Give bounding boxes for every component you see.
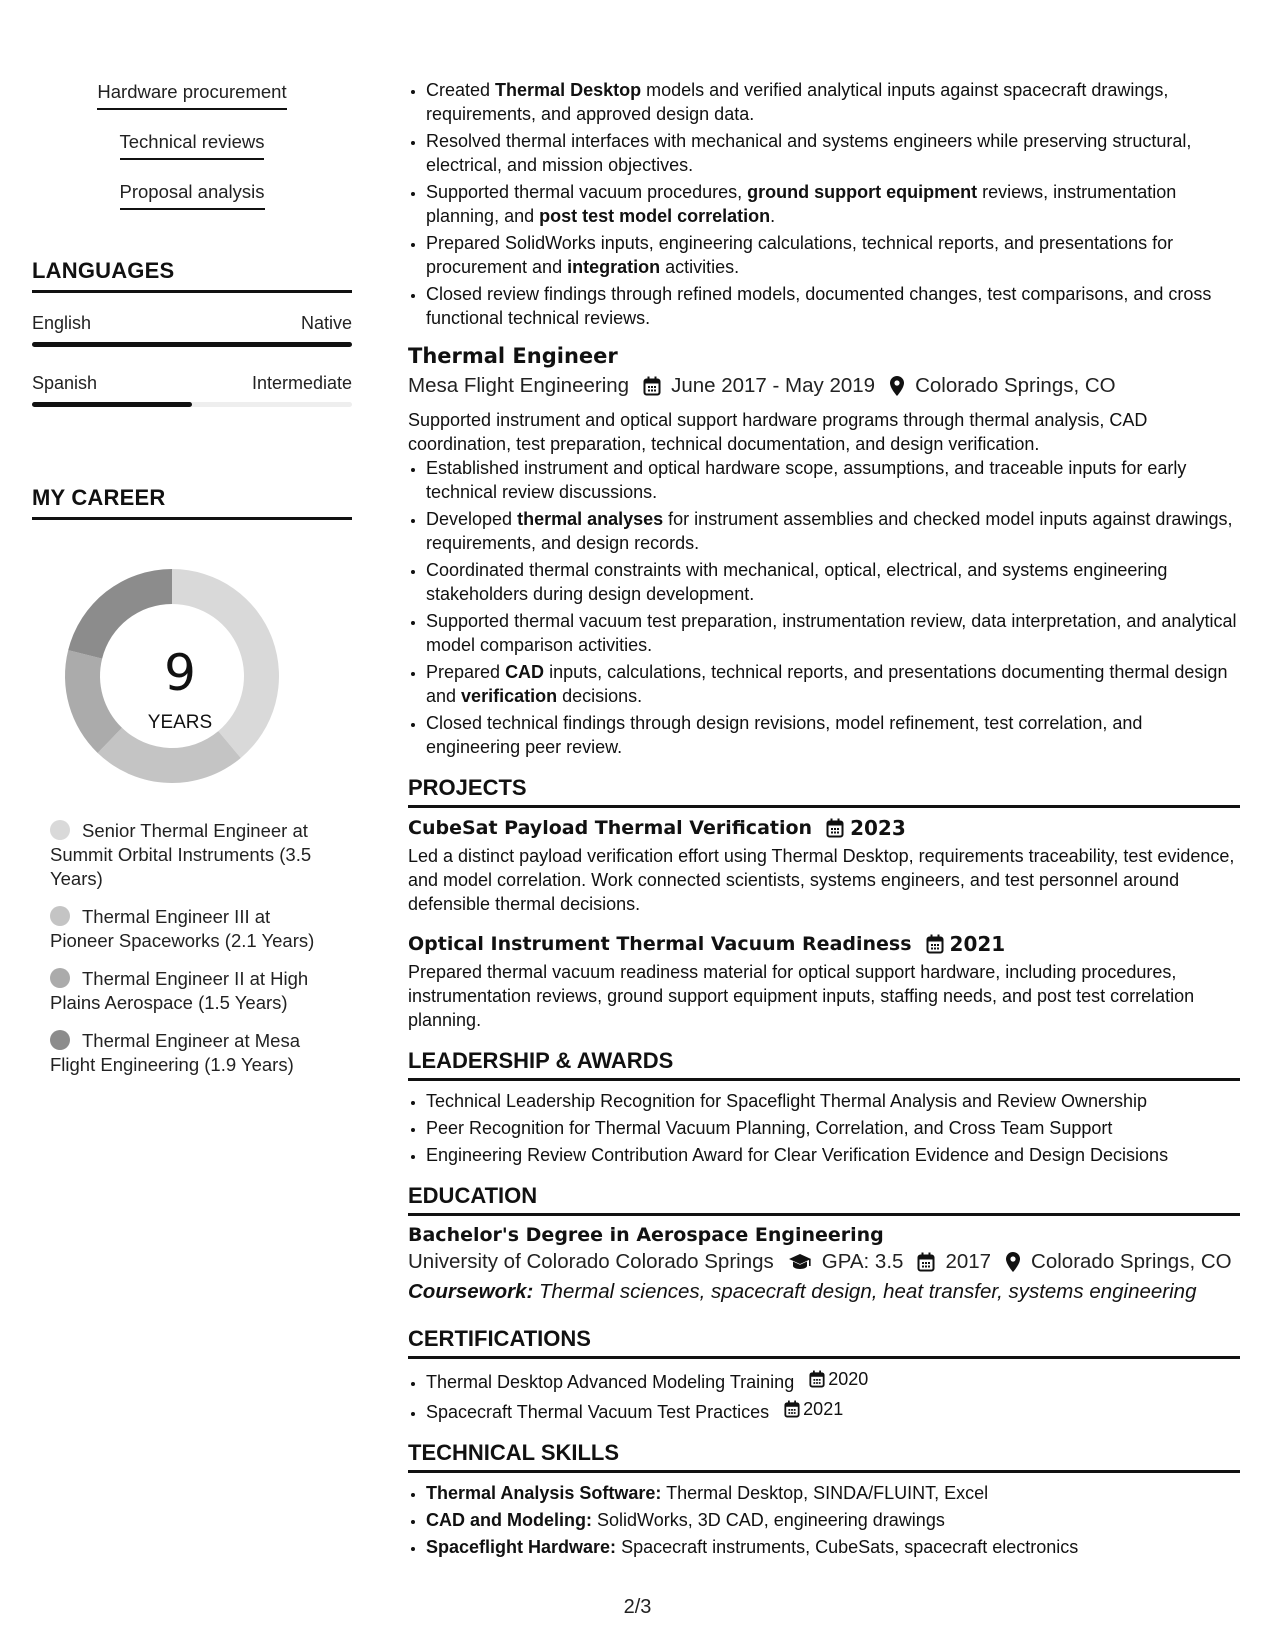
career-legend-item [50, 905, 320, 953]
skill-tag: Proposal analysis [120, 180, 265, 210]
skills-section [408, 1440, 1240, 1559]
skill-tag: Technical reviews [120, 130, 265, 160]
career-heading: MY CAREER [32, 485, 352, 520]
legend-dot-icon [50, 1030, 70, 1050]
project-description: Prepared thermal vacuum readiness material for optical support hardware, including procedures, instrumentation reviews, ground support equipment inputs, staffing needs, and post test correlation planning. [408, 962, 1195, 1030]
legend-label: Thermal Engineer II at High Plains Aerospace (1.5 Years) [50, 968, 309, 1013]
job-location: Colorado Springs, CO [915, 374, 1116, 397]
career-section [32, 485, 352, 1077]
legend-dot-icon [50, 906, 70, 926]
location-pin-icon [889, 375, 905, 397]
legend-label: Senior Thermal Engineer at Summit Orbital Instruments (3.5 Years) [50, 820, 312, 889]
certification-name: Thermal Desktop Advanced Modeling Training [426, 1372, 795, 1392]
school-name: University of Colorado Colorado Springs [408, 1250, 774, 1273]
calendar-icon [784, 1400, 800, 1418]
list-item: • Technical Leadership Recognition for Spaceflight Thermal Analysis and Review Ownership [426, 1089, 1240, 1113]
certifications-list [408, 1367, 1240, 1424]
language-name: Spanish [32, 373, 98, 393]
language-level: Intermediate [251, 373, 352, 393]
list-item: • Developed thermal analyses for instrument assemblies and checked model inputs against drawings, requirements, and design records. [426, 507, 1240, 555]
project-title: Optical Instrument Thermal Vacuum Readiness [408, 933, 912, 955]
project-year: 2021 [949, 932, 1006, 956]
calendar-icon [917, 1252, 935, 1272]
skills-heading: TECHNICAL SKILLS [408, 1440, 1240, 1473]
list-item: • Created Thermal Desktop models and verified analytical inputs against spacecraft drawings, requirements, and approved design data. [426, 78, 1240, 126]
list-item: • Engineering Review Contribution Award for Clear Verification Evidence and Design Decisions [426, 1143, 1240, 1167]
list-item [426, 1481, 1240, 1505]
list-item: • Resolved thermal interfaces with mechanical and systems engineers while preserving structural, electrical, and mission objectives. [426, 129, 1240, 177]
previous-job-bullets [408, 78, 1240, 330]
graduation-cap-icon [788, 1253, 812, 1271]
language-proficiency-bar [32, 342, 352, 347]
gpa: GPA: 3.5 [821, 1250, 904, 1273]
coursework-value: Thermal sciences, spacecraft design, heat transfer, systems engineering [539, 1280, 1197, 1303]
career-legend-item [50, 967, 320, 1015]
certification-date [809, 1367, 868, 1391]
career-total-number: 9 [164, 644, 196, 702]
calendar-icon [826, 818, 844, 838]
leadership-heading: LEADERSHIP & AWARDS [408, 1048, 1240, 1081]
list-item [426, 1397, 1240, 1424]
page-number: 2/3 [623, 1596, 652, 1618]
language-item [32, 373, 352, 407]
certification-name: Spacecraft Thermal Vacuum Test Practices [426, 1402, 770, 1422]
list-item: • Supported thermal vacuum procedures, ground support equipment reviews, instrumentation planning, and post test model correlation. [426, 180, 1240, 228]
languages-heading: LANGUAGES [32, 258, 352, 293]
location-pin-icon [1005, 1251, 1021, 1273]
certification-date [784, 1397, 843, 1421]
skills-list [408, 1481, 1240, 1559]
donut-slice [98, 728, 241, 783]
list-item: • Established instrument and optical hardware scope, assumptions, and traceable inputs for early technical review discussions. [426, 456, 1240, 504]
calendar-icon [809, 1370, 825, 1388]
experience-entry [408, 344, 1240, 759]
certifications-heading: CERTIFICATIONS [408, 1326, 1240, 1359]
job-bullets [408, 456, 1240, 759]
language-name: English [32, 313, 92, 333]
career-legend [32, 819, 320, 1077]
language-level: Native [300, 313, 352, 333]
coursework [408, 1280, 1240, 1304]
company-name: Mesa Flight Engineering [408, 374, 630, 397]
project-description: Led a distinct payload verification effort using Thermal Desktop, requirements traceability, test evidence, and model correlation. Work connected scientists, systems engineers, and test personnel around defensible thermal decisions. [408, 846, 1235, 914]
job-meta [408, 374, 1240, 398]
list-item: • Prepared CAD inputs, calculations, technical reports, and presentations documenting thermal design and verification decisions. [426, 660, 1240, 708]
job-title: Thermal Engineer [408, 344, 618, 368]
project-item [408, 816, 1240, 916]
skill-category: Spaceflight Hardware: [426, 1537, 617, 1557]
legend-dot-icon [50, 820, 70, 840]
leadership-section [408, 1048, 1240, 1167]
career-total-unit: YEARS [147, 712, 213, 733]
project-title: CubeSat Payload Thermal Verification [408, 817, 813, 839]
language-proficiency-fill [32, 402, 192, 407]
main-column [408, 78, 1240, 1562]
certification-year: 2021 [803, 1399, 844, 1419]
list-item: • Coordinated thermal constraints with mechanical, optical, electrical, and systems engineering stakeholders during design development. [426, 558, 1240, 606]
skill-tags [32, 80, 352, 230]
skill-values: SolidWorks, 3D CAD, engineering drawings [597, 1510, 945, 1530]
skill-category: Thermal Analysis Software: [426, 1483, 662, 1503]
languages-section [32, 258, 352, 407]
list-item [426, 1508, 1240, 1532]
education-location: Colorado Springs, CO [1031, 1250, 1232, 1273]
sidebar [32, 80, 352, 1091]
list-item: • Supported thermal vacuum test preparation, instrumentation review, data interpretation, and analytical model comparison activities. [426, 609, 1240, 657]
skill-category: CAD and Modeling: [426, 1510, 592, 1530]
language-proficiency-bar [32, 402, 352, 407]
certifications-section [408, 1326, 1240, 1424]
donut-slice [68, 569, 172, 659]
list-item: • Closed review findings through refined models, documented changes, test comparisons, and cross functional technical reviews. [426, 282, 1240, 330]
career-donut-chart [32, 520, 352, 790]
legend-label: Thermal Engineer III at Pioneer Spaceworks (2.1 Years) [50, 906, 315, 951]
language-proficiency-fill [32, 342, 352, 347]
projects-heading: PROJECTS [408, 775, 1240, 808]
calendar-icon [643, 376, 661, 396]
coursework-label: Coursework: [408, 1280, 534, 1303]
calendar-icon [926, 934, 944, 954]
language-item [32, 313, 352, 347]
legend-dot-icon [50, 968, 70, 988]
education-heading: EDUCATION [408, 1183, 1240, 1216]
legend-label: Thermal Engineer at Mesa Flight Engineering (1.9 Years) [50, 1030, 300, 1075]
projects-section [408, 775, 1240, 1032]
certification-year: 2020 [828, 1369, 869, 1389]
career-legend-item [50, 1029, 320, 1077]
project-item [408, 932, 1240, 1032]
project-year: 2023 [850, 816, 906, 840]
skill-tag: Hardware procurement [97, 80, 286, 110]
career-legend-item [50, 819, 320, 891]
education-meta [408, 1250, 1240, 1274]
graduation-year: 2017 [945, 1250, 992, 1273]
list-item [426, 1535, 1240, 1559]
list-item: • Peer Recognition for Thermal Vacuum Planning, Correlation, and Cross Team Support [426, 1116, 1240, 1140]
education-section [408, 1183, 1240, 1304]
list-item [426, 1367, 1240, 1394]
job-summary: Supported instrument and optical support hardware programs through thermal analysis, CAD coordination, test preparation, technical documentation, and design verification. [408, 410, 1148, 454]
degree-title: Bachelor's Degree in Aerospace Engineering [408, 1224, 884, 1246]
job-dates: June 2017 - May 2019 [671, 374, 876, 397]
list-item: • Prepared SolidWorks inputs, engineering calculations, technical reports, and presentations for procurement and integration activities. [426, 231, 1240, 279]
list-item: • Closed technical findings through design revisions, model refinement, test correlation, and engineering peer review. [426, 711, 1240, 759]
skill-values: Thermal Desktop, SINDA/FLUINT, Excel [666, 1483, 989, 1503]
leadership-list [408, 1089, 1240, 1167]
skill-values: Spacecraft instruments, CubeSats, spacecraft electronics [621, 1537, 1079, 1557]
